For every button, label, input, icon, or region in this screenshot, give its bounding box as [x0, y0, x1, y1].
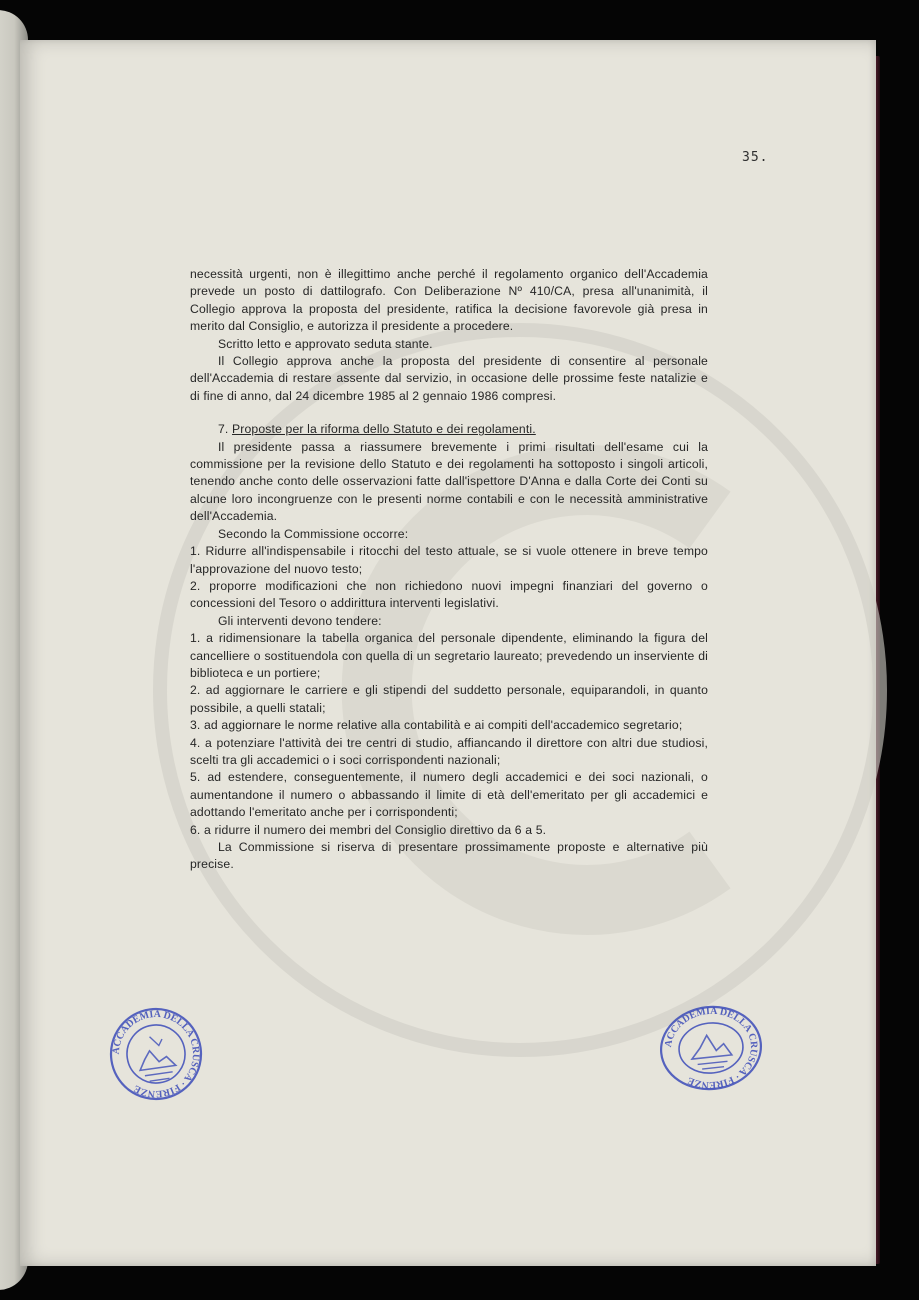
- closing-paragraph: La Commissione si riserva di presentare prossimamente proposte e alternative più precise.: [190, 840, 708, 872]
- paragraph: necessità urgenti, non è illegittimo anche perché il regolamento organico dell'Accademia prevede un posto di dattilografo. Con Deliberazione Nº 410/CA, presa all'unanimità, il Collegio approva la proposta del presidente, ratifica la decisione favorevole già presa in merito dal Consiglio, e autorizza il presidente a procedere.: [190, 267, 708, 334]
- page-number: 35.: [742, 150, 769, 165]
- interventions-intro: Gli interventi devono tendere:: [218, 613, 382, 628]
- list-item: 2. proporre modificazioni che non richiedono nuovi impegni finanziari del governo o concessioni del Tesoro o addirittura interventi legislativi.: [190, 578, 708, 611]
- svg-text:ACCADEMIA DELLA CRUSCA · FIREN: ACCADEMIA DELLA CRUSCA · FIRENZE: [110, 1008, 202, 1100]
- list-item: 3. ad aggiornare le norme relative alla contabilità e ai compiti dell'accademico segretario;: [190, 718, 683, 733]
- list-item: 2. ad aggiornare le carriere e gli stipendi del suddetto personale, equiparandoli, in quanto possibile, a quelli statali;: [190, 683, 708, 715]
- commission-intro: Secondo la Commissione occorre:: [218, 526, 409, 541]
- list-item: 1. Ridurre all'indispensabile i ritocchi del testo attuale, se si vuole ottenere in breve tempo l'approvazione del nuovo testo;: [190, 544, 708, 576]
- accademia-stamp-right: [658, 1005, 764, 1091]
- section-number: 7.: [218, 422, 229, 437]
- paragraph: Scritto letto e approvato seduta stante.: [218, 336, 433, 351]
- section-title: Proposte per la riforma dello Statuto e dei regolamenti.: [232, 422, 536, 437]
- list-item: 5. ad estendere, conseguentemente, il numero degli accademici e dei soci nazionali, o aumentandone il numero o abbassando il limite di età dell'emeritato per gli accademici e adottando l'emeritato anche per i corrispondenti;: [190, 770, 708, 820]
- paragraph: Il Collegio approva anche la proposta del presidente di consentire al personale dell'Accademia di restare assente dal servizio, in occasione delle prossime feste natalizie e di fine di anno, dal 24 dicembre 1985 al 2 gennaio 1986 compresi.: [190, 354, 708, 403]
- section-intro: Il presidente passa a riassumere brevemente i primi risultati dell'esame cui la commissione per la revisione dello Statuto e dei regolamenti ha sottoposto i singoli articoli, tenendo anche conto delle osservazioni fatte dall'ispettore D'Anna e dalla Corte dei Conti su alcune loro incongruenze con le presenti norme contabili e con le necessità amministrative dell'Accademia.: [190, 439, 708, 524]
- svg-text:ACCADEMIA DELLA CRUSCA · FIREN: ACCADEMIA DELLA CRUSCA · FIRENZE: [663, 1005, 760, 1091]
- list-item: 6. a ridurre il numero dei membri del Consiglio direttivo da 6 a 5.: [190, 822, 547, 837]
- list-item: 1. a ridimensionare la tabella organica del personale dipendente, eliminando la figura del cancelliere o sostituendola con quella di un segretario laureato; prevedendo un inserviente di biblioteca e un portiere;: [190, 631, 708, 680]
- section-heading: [190, 421, 708, 438]
- document-body: [190, 266, 708, 874]
- accademia-stamp-left: [108, 1006, 204, 1102]
- list-item: 4. a potenziare l'attività dei tre centri di studio, affiancando il direttore con altri due studiosi, scelti tra gli accademici o i soci corrispondenti nazionali;: [190, 735, 708, 767]
